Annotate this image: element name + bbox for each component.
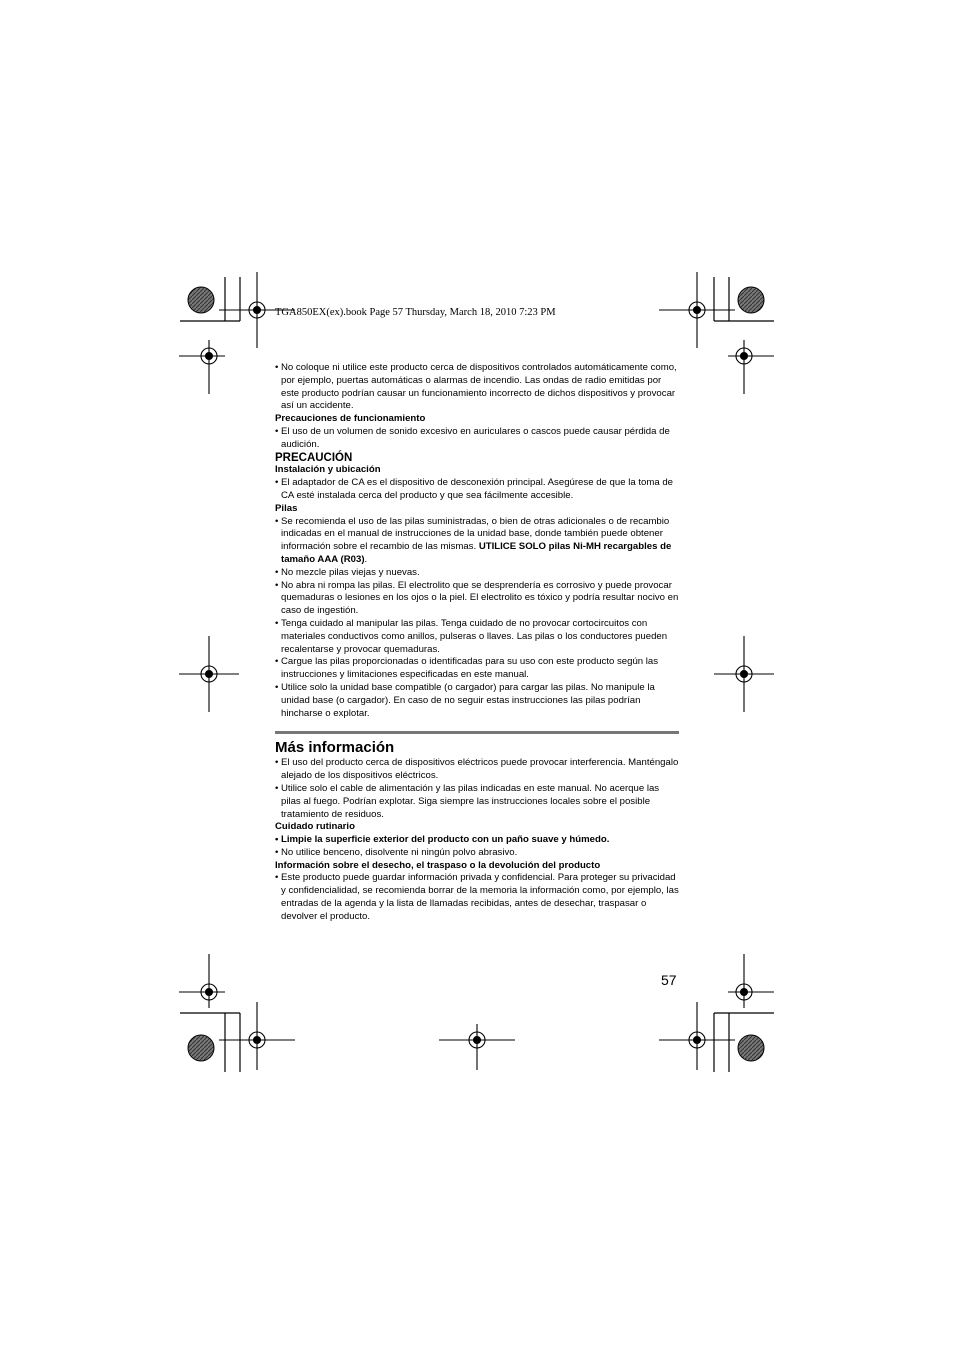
- intro-bullet: • No coloque ni utilice este producto cerca de dispositivos controlados automáticamente como, por ejemplo, puertas automáticas o alarmas de incendio. Las ondas de radio emitidas por este producto podrían causar un funcionamiento incorrecto de dichos dispositivos y provocar así un accidente.: [275, 362, 679, 413]
- installation-heading: Instalación y ubicación: [275, 464, 381, 476]
- batteries-bullet: • Utilice solo la unidad base compatible (o cargador) para cargar las pilas. No manipule la unidad base (o cargador). En caso de no seguir estas instrucciones las pilas podrían hincharse o explotar.: [275, 682, 679, 720]
- page-content: [275, 362, 679, 924]
- more-info-bullet: • Utilice solo el cable de alimentación y las pilas indicadas en este manual. No acerque las pilas al fuego. Podrían explotar. Siga siempre las instrucciones locales sobre el posible tratamiento de residuos.: [275, 783, 679, 821]
- care-bullet: • No utilice benceno, disolvente ni ningún polvo abrasivo.: [275, 847, 679, 860]
- section-divider: [275, 731, 679, 734]
- batteries-heading: Pilas: [275, 502, 298, 514]
- batteries-bullet-1-text: Se recomienda el uso de las pilas suministradas, o bien de otras adicionales o de recambio indicadas en el manual de instrucciones de la unidad base, donde también puede obtener información sobre el recambio de las mismas.: [281, 515, 670, 553]
- batteries-bullet: • Cargue las pilas proporcionadas o identificadas para su uso con este producto según las instrucciones y limitaciones especificadas en este manual.: [275, 656, 679, 682]
- care-bullet-bold: • Limpie la superficie exterior del producto con un paño suave y húmedo.: [275, 834, 679, 847]
- batteries-bullet-1: [275, 516, 679, 567]
- batteries-bullet-1-bold: UTILICE SOLO pilas Ni-MH recargables de tamaño AAA (R03): [281, 541, 672, 565]
- batteries-bullet: • Tenga cuidado al manipular las pilas. Tenga cuidado de no provocar cortocircuitos con materiales conductivos como anillos, pulseras o llaves. Las pilas o los conductores pueden recalentarse y provocar quemaduras.: [275, 618, 679, 656]
- installation-bullet: • El adaptador de CA es el dispositivo de desconexión principal. Asegúrese de que la toma de CA esté instalada cerca del producto y que sea fácilmente accesible.: [275, 477, 679, 503]
- batteries-bullet-1-end: .: [364, 553, 368, 565]
- more-info-heading: Más información: [275, 739, 395, 757]
- more-info-bullet: • El uso del producto cerca de dispositivos eléctricos puede provocar interferencia. Manténgalo alejado de los dispositivos eléctricos.: [275, 757, 679, 783]
- operation-bullet: • El uso de un volumen de sonido excesivo en auriculares o cascos puede causar pérdida de audición.: [275, 426, 679, 452]
- batteries-bullet: • No mezcle pilas viejas y nuevas.: [275, 567, 679, 580]
- disposal-bullet: • Este producto puede guardar información privada y confidencial. Para proteger su privacidad y confidencialidad, se recomienda borrar de la memoria la información como, por ejemplo, las entradas de la agenda y la lista de llamadas recibidas, antes de desechar, traspasar o devolver el producto.: [275, 872, 679, 923]
- operation-heading: Precauciones de funcionamiento: [275, 413, 426, 425]
- caution-heading: PRECAUCIÓN: [275, 451, 353, 464]
- batteries-bullet: • No abra ni rompa las pilas. El electrolito que se desprendería es corrosivo y puede provocar quemaduras o lesiones en los ojos o la piel. El electrolito es tóxico y podría resultar nocivo en caso de ingestión.: [275, 580, 679, 618]
- print-header: TGA850EX(ex).book Page 57 Thursday, March 18, 2010 7:23 PM: [275, 307, 556, 318]
- page-number: 57: [661, 972, 677, 988]
- disposal-heading: Información sobre el desecho, el traspaso o la devolución del producto: [275, 859, 601, 871]
- care-heading: Cuidado rutinario: [275, 821, 355, 833]
